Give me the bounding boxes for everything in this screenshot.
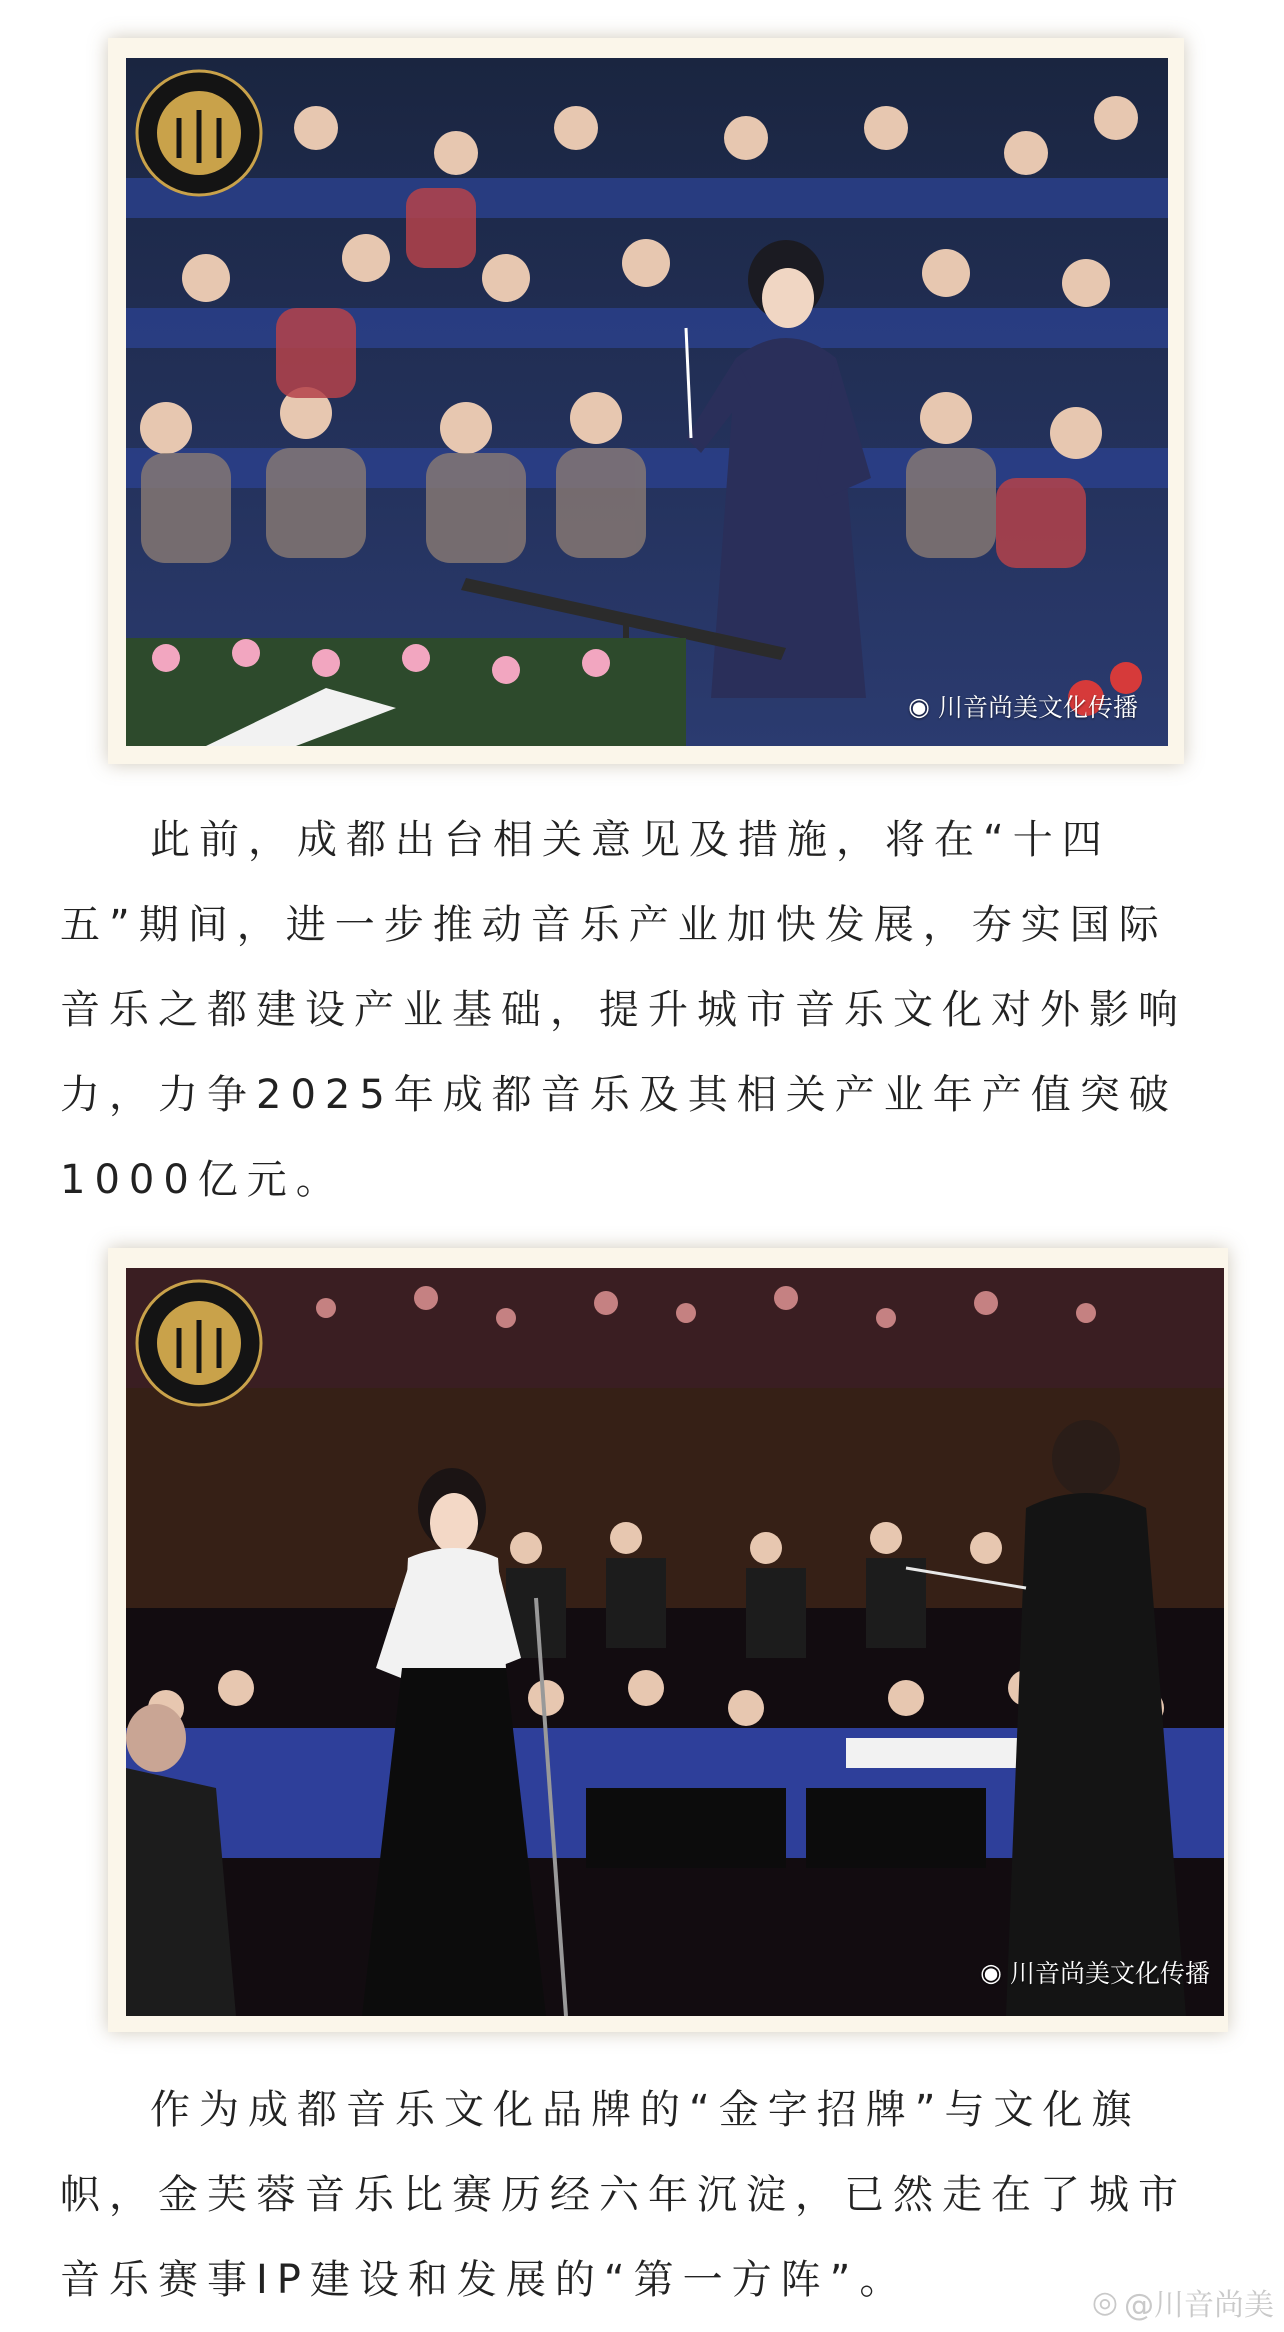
golden-hibiscus-logo [134, 1278, 264, 1408]
wechat-icon: ◉ [908, 691, 930, 721]
golden-hibiscus-logo [134, 68, 264, 198]
wechat-icon: ◉ [980, 1957, 1002, 1987]
article-paragraph-2: 作为成都音乐文化品牌的“金字招牌”与文化旗帜，金芙蓉音乐比赛历经六年沉淀，已然走在了城市音乐赛事IP建设和发展的“第一方阵”。 [60, 2087, 1187, 2303]
singer-photo[interactable] [126, 1268, 1224, 2016]
weibo-icon: ◎ [1091, 2284, 1118, 2320]
singer-scene [126, 1268, 1224, 2016]
photo-watermark-2: ◉ 川音尚美文化传播 [980, 1957, 1210, 1988]
conductor-photo[interactable] [126, 58, 1168, 746]
article-paragraph-1: 此前，成都出台相关意见及措施，将在“十四五”期间，进一步推动音乐产业加快发展，夯实国际音乐之都建设产业基础，提升城市音乐文化对外影响力，力争2025年成都音乐及其相关产业年产值突破1000亿元。 [60, 817, 1187, 1203]
conductor-scene [126, 58, 1168, 746]
weibo-watermark: ◎ @川音尚美 [1091, 2284, 1274, 2323]
photo-watermark-1: ◉ 川音尚美文化传播 [908, 691, 1138, 722]
